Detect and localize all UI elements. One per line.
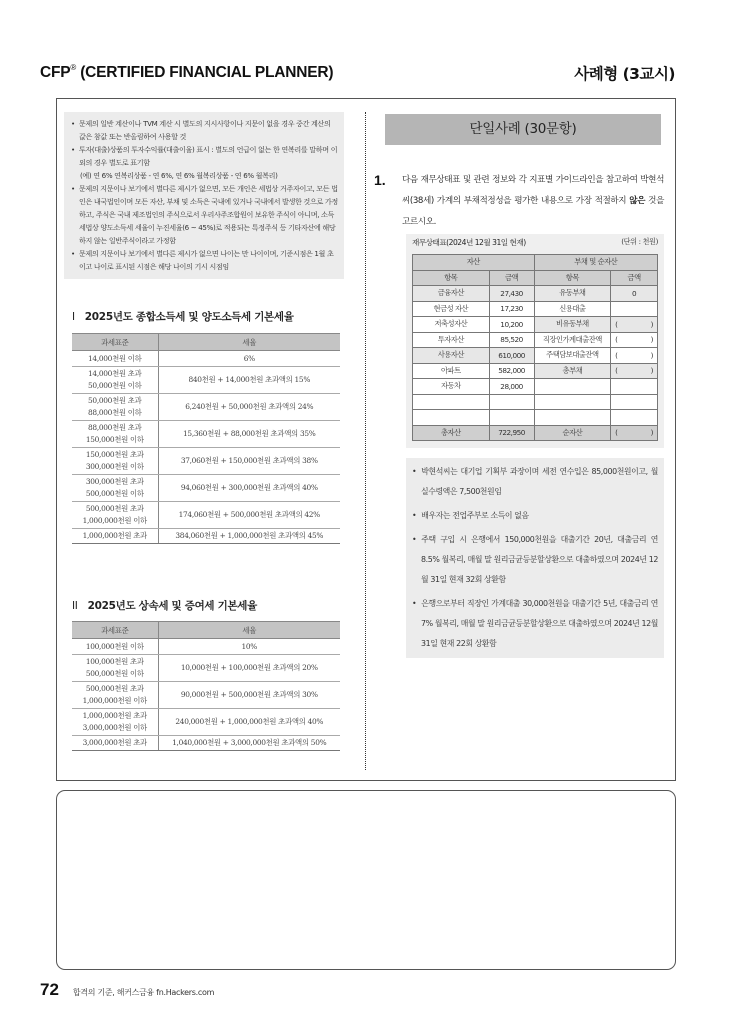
tax-base-line: 150,000천원 이하 — [85, 434, 144, 444]
asset-amount-cell: 582,000 — [489, 363, 534, 379]
asset-amount-cell: 10,200 — [489, 317, 534, 333]
tax-rate-cell: 384,060천원 + 1,000,000천원 초과액의 45% — [158, 528, 340, 544]
book-title — [40, 63, 333, 82]
net-assets-label: 순자산 — [534, 425, 611, 441]
table-row — [72, 528, 340, 544]
tax-base-cell — [72, 735, 158, 751]
liability-amount-cell — [611, 301, 658, 317]
tax-base-cell — [72, 501, 158, 528]
tax-base-cell — [72, 393, 158, 420]
section-numeral: II — [72, 600, 78, 612]
tax-base-line: 1,000,000천원 초과 — [82, 711, 147, 720]
table-row — [413, 410, 658, 426]
blank-open-paren: ( — [615, 319, 618, 329]
blank-close-paren: ) — [650, 319, 653, 329]
asset-item-cell: 현금성 자산 — [413, 301, 490, 317]
tax-base-cell — [72, 528, 158, 544]
blank-open-paren: ( — [615, 428, 618, 438]
table-row — [72, 681, 340, 708]
instruction-item: • 문제의 지문이나 보기에서 별다른 제시가 없으면, 모든 개인은 세법상 거주자이고, 모든 법인은 내국법인이며 모든 자산, 부채 및 소득은 국내에 있거나 국내에서 발생한 것으로 가정하고, 주식은 국내 제조법인의 주식으로서 우리사주조합원이 보유한 주식이 아니며, 소득세법상 양도소득세 세율이 누진세율(6 ~ 45%)로 적용되는 특정주식 등 기타자산에 해당하지 않는 일반주식이라고 가정함 — [70, 182, 338, 247]
table-row — [413, 317, 658, 333]
income-tax-section-title — [72, 309, 294, 324]
tax-rate-cell: 37,060천원 + 150,000천원 초과액의 38% — [158, 447, 340, 474]
asset-amount-cell — [489, 394, 534, 410]
blank-open-paren: ( — [615, 350, 618, 360]
asset-item-cell — [413, 410, 490, 426]
liability-amount-cell: 0 — [611, 286, 658, 302]
group-header-assets: 자산 — [413, 255, 535, 271]
section-title-text: 2025년도 상속세 및 증여세 기본세율 — [87, 600, 257, 612]
tax-base-line: 500,000천원 이하 — [85, 488, 144, 498]
asset-item-cell: 저축성자산 — [413, 317, 490, 333]
tax-rate-cell: 840천원 + 14,000천원 초과액의 15% — [158, 366, 340, 393]
liability-item-cell: 유동부채 — [534, 286, 611, 302]
blank-open-paren: ( — [615, 366, 618, 376]
tax-base-line: 150,000천원 초과 — [85, 450, 144, 459]
liability-item-cell: 주택담보대출잔액 — [534, 348, 611, 364]
tax-base-cell — [72, 708, 158, 735]
case-banner: 단일사례 (30문항) — [385, 114, 661, 145]
asset-amount-cell: 610,000 — [489, 348, 534, 364]
asset-item-cell: 투자자산 — [413, 332, 490, 348]
liability-item-cell — [534, 394, 611, 410]
tax-rate-cell: 6% — [158, 351, 340, 367]
tax-base-cell — [72, 366, 158, 393]
table-row — [413, 379, 658, 395]
tax-base-line: 14,000천원 초과 — [88, 369, 142, 378]
balance-sheet-title: 재무상태표(2024년 12월 31일 현재) — [412, 238, 526, 247]
table-row — [72, 351, 340, 367]
table-row — [413, 394, 658, 410]
column-header: 금액 — [489, 270, 534, 286]
question-text — [402, 170, 664, 233]
tax-rate-cell: 6,240천원 + 50,000천원 초과액의 24% — [158, 393, 340, 420]
title-subtitle: (CERTIFIED FINANCIAL PLANNER) — [76, 64, 334, 81]
tax-base-line: 3,000,000천원 초과 — [82, 738, 147, 747]
table-row — [72, 735, 340, 751]
fact-item: • 박현석씨는 대기업 기획부 과장이며 세전 연수입은 85,000천원이고, 월 실수령액은 7,500천원임 — [412, 462, 658, 502]
tax-rate-cell: 174,060천원 + 500,000천원 초과액의 42% — [158, 501, 340, 528]
tax-base-line: 88,000천원 이하 — [88, 407, 142, 417]
tax-base-line: 100,000천원 이하 — [85, 641, 144, 651]
total-assets-label: 총자산 — [413, 425, 490, 441]
footer-slogan: 합격의 기준, 해커스금융 fn.Hackers.com — [72, 988, 215, 997]
tax-base-line: 14,000천원 이하 — [88, 353, 142, 363]
liability-item-cell — [534, 410, 611, 426]
blank-close-paren: ) — [650, 335, 653, 345]
asset-amount-cell — [489, 410, 534, 426]
tax-base-line: 50,000천원 이하 — [88, 380, 142, 390]
asset-item-cell: 아파트 — [413, 363, 490, 379]
liability-amount-cell — [611, 317, 658, 333]
liability-amount-cell — [611, 348, 658, 364]
liability-amount-cell — [611, 394, 658, 410]
tax-base-line: 300,000천원 초과 — [85, 477, 144, 486]
tax-rate-cell: 1,040,000천원 + 3,000,000천원 초과액의 50% — [158, 735, 340, 751]
asset-item-cell: 금융자산 — [413, 286, 490, 302]
column-header: 세율 — [158, 334, 340, 351]
table-row — [413, 301, 658, 317]
liability-amount-cell — [611, 379, 658, 395]
instruction-item: • 문제의 일반 계산이나 TVM 계산 시 별도의 지시사항이나 지문이 없을 경우 중간 계산의 값은 참값 또는 반올림하여 사용할 것 — [70, 117, 338, 143]
total-assets-amount: 722,950 — [489, 425, 534, 441]
tax-base-line: 500,000천원 초과 — [85, 504, 144, 513]
tax-base-cell — [72, 654, 158, 681]
liability-item-cell: 총부채 — [534, 363, 611, 379]
net-assets-amount — [611, 425, 658, 441]
title-cfp: CFP — [40, 64, 71, 81]
asset-item-cell: 사용자산 — [413, 348, 490, 364]
blank-close-paren: ) — [650, 350, 653, 360]
column-header: 과세표준 — [72, 622, 158, 639]
column-header: 항목 — [534, 270, 611, 286]
liability-item-cell: 비유동부채 — [534, 317, 611, 333]
asset-amount-cell: 85,520 — [489, 332, 534, 348]
answer-box — [56, 790, 676, 970]
table-row — [72, 708, 340, 735]
tax-rate-cell: 15,360천원 + 88,000천원 초과액의 35% — [158, 420, 340, 447]
table-row — [72, 654, 340, 681]
instruction-item — [70, 143, 338, 182]
tax-base-line: 300,000천원 이하 — [85, 461, 144, 471]
table-row — [413, 348, 658, 364]
blank-open-paren: ( — [615, 335, 618, 345]
liability-amount-cell — [611, 363, 658, 379]
case-facts — [406, 458, 664, 658]
table-row — [72, 420, 340, 447]
fact-item: • 주택 구입 시 은행에서 150,000천원을 대출기간 20년, 대출금리 연 8.5% 월복리, 매월 말 원리금균등분할상환으로 대출하였으며 2024년 12월 31일 현재 32회 상환함 — [412, 530, 658, 590]
gift-tax-table — [72, 621, 340, 751]
column-header: 금액 — [611, 270, 658, 286]
question-number: 1. — [374, 172, 386, 188]
section-title-text: 2025년도 종합소득세 및 양도소득세 기본세율 — [84, 311, 294, 323]
instruction-text: 투자(대출)상품의 투자수익률(대출이율) 표시 : 별도의 언급이 없는 한 연복리를 말하며 이외의 경우 별도로 표기함 — [78, 145, 338, 167]
table-row — [72, 366, 340, 393]
table-row — [413, 286, 658, 302]
tax-base-line: 3,000,000천원 이하 — [82, 722, 147, 732]
tax-base-cell — [72, 447, 158, 474]
asset-amount-cell: 17,230 — [489, 301, 534, 317]
fact-item: • 은행으로부터 직장인 가계대출 30,000천원을 대출기간 5년, 대출금리 연 7% 월복리, 매월 말 원리금균등분할상환으로 대출하였으며 2024년 12월 31일 현재 22회 상환함 — [412, 594, 658, 654]
balance-sheet-table — [412, 254, 658, 441]
liability-item-cell: 직장인가계대출잔액 — [534, 332, 611, 348]
tax-rate-cell: 10% — [158, 639, 340, 655]
question-text-part: 다음 재무상태표 및 관련 정보와 각 지표별 가이드라인을 참고하여 박현석씨(38세) 가계의 부채적정성을 평가한 내용으로 가장 적절하지 — [402, 175, 664, 206]
asset-item-cell — [413, 394, 490, 410]
liability-amount-cell — [611, 332, 658, 348]
instructions-box — [64, 112, 344, 279]
section-numeral: I — [72, 311, 75, 323]
group-header-liabilities: 부채 및 순자산 — [534, 255, 657, 271]
tax-base-line: 1,000,000천원 이하 — [82, 515, 147, 525]
tax-base-line: 500,000천원 초과 — [85, 684, 144, 693]
balance-sheet-box — [406, 234, 664, 448]
column-header: 세율 — [158, 622, 340, 639]
tax-base-line: 88,000천원 초과 — [88, 423, 142, 432]
liability-amount-cell — [611, 410, 658, 426]
question-text-part: 것을 고르시오. — [402, 196, 664, 227]
question-emphasis: 않은 — [629, 196, 646, 206]
blank-close-paren: ) — [650, 366, 653, 376]
column-divider — [365, 112, 366, 770]
tax-rate-cell: 10,000천원 + 100,000천원 초과액의 20% — [158, 654, 340, 681]
table-row — [72, 447, 340, 474]
tax-rate-cell: 94,060천원 + 300,000천원 초과액의 40% — [158, 474, 340, 501]
column-header: 항목 — [413, 270, 490, 286]
liability-item-cell — [534, 379, 611, 395]
tax-rate-cell: 90,000천원 + 500,000천원 초과액의 30% — [158, 681, 340, 708]
fact-item: • 배우자는 전업주부로 소득이 없음 — [412, 506, 658, 526]
tax-base-cell — [72, 639, 158, 655]
registered-mark: ® — [70, 63, 77, 72]
tax-base-cell — [72, 681, 158, 708]
tax-base-line: 100,000천원 초과 — [85, 657, 144, 666]
liability-item-cell: 신용대출 — [534, 301, 611, 317]
tax-base-cell — [72, 420, 158, 447]
income-tax-table — [72, 333, 340, 544]
table-row — [72, 393, 340, 420]
tax-rate-cell: 240,000천원 + 1,000,000천원 초과액의 40% — [158, 708, 340, 735]
gift-tax-section-title — [72, 598, 257, 613]
tax-base-line: 1,000,000천원 이하 — [82, 695, 147, 705]
section-label: 사례형 (3교시) — [574, 65, 675, 83]
asset-amount-cell: 27,430 — [489, 286, 534, 302]
table-row — [413, 363, 658, 379]
asset-amount-cell: 28,000 — [489, 379, 534, 395]
instruction-example: (예) 연 6% 연복리상품 - 연 6%, 연 6% 월복리상품 - 연 6% 월복리) — [80, 171, 278, 180]
balance-sheet-unit: (단위 : 천원) — [621, 237, 658, 246]
asset-item-cell: 자동차 — [413, 379, 490, 395]
column-header: 과세표준 — [72, 334, 158, 351]
blank-close-paren: ) — [650, 428, 653, 438]
total-row — [413, 425, 658, 441]
page-number: 72 — [40, 980, 59, 999]
tax-base-line: 50,000천원 초과 — [88, 396, 142, 405]
tax-base-line: 1,000,000천원 초과 — [82, 531, 147, 540]
table-row — [72, 501, 340, 528]
table-row — [413, 332, 658, 348]
tax-base-cell — [72, 474, 158, 501]
table-row — [72, 474, 340, 501]
page-footer — [40, 980, 214, 1000]
instruction-item: • 문제의 지문이나 보기에서 별다른 제시가 없으면 나이는 만 나이이며, 기준시점은 1월 초이고 나이로 표시된 시점은 해당 나이의 기시 시점임 — [70, 247, 338, 273]
tax-base-line: 500,000천원 이하 — [85, 668, 144, 678]
table-row — [72, 639, 340, 655]
tax-base-cell — [72, 351, 158, 367]
